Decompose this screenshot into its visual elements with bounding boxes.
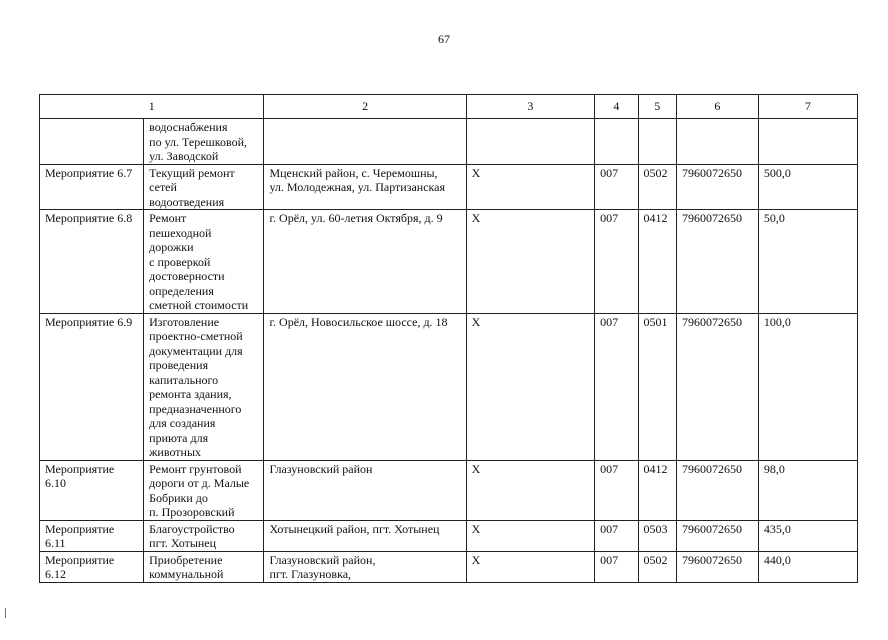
continuation-col3-cell	[466, 119, 594, 165]
measure-id: Мероприятие 6.9	[40, 313, 144, 460]
measure-id: Мероприятие 6.7	[40, 164, 144, 210]
column-header-4: 4	[595, 95, 638, 119]
table-body	[40, 119, 858, 583]
measure-col3: Х	[466, 460, 594, 520]
table-row	[40, 460, 858, 520]
measure-name: Благоустройство пгт. Хотынец	[144, 520, 264, 551]
measure-col3: Х	[466, 313, 594, 460]
table-row	[40, 520, 858, 551]
measure-col3: Х	[466, 210, 594, 314]
measure-col4: 007	[595, 313, 638, 460]
measure-name: Приобретение коммунальной	[144, 551, 264, 582]
measure-name: Ремонт грунтовой дороги от д. Малые Бобрики до п. Прозоровский	[144, 460, 264, 520]
measure-col3: Х	[466, 164, 594, 210]
measure-id: Мероприятие 6.12	[40, 551, 144, 582]
measure-col5: 0503	[638, 520, 676, 551]
continuation-col5-cell	[638, 119, 676, 165]
column-header-2: 2	[264, 95, 466, 119]
measure-id: Мероприятие 6.8	[40, 210, 144, 314]
table-row	[40, 551, 858, 582]
measure-col4: 007	[595, 210, 638, 314]
continuation-col4-cell	[595, 119, 638, 165]
measure-id: Мероприятие 6.11	[40, 520, 144, 551]
measure-col6: 7960072650	[676, 551, 758, 582]
header-row	[40, 95, 858, 119]
measure-col5: 0412	[638, 210, 676, 314]
table-row	[40, 210, 858, 314]
measure-location: Глазуновский район, пгт. Глазуновка,	[264, 551, 466, 582]
measure-location: Хотынецкий район, пгт. Хотынец	[264, 520, 466, 551]
continuation-amount-cell	[758, 119, 857, 165]
measure-col5: 0502	[638, 551, 676, 582]
measure-col3: Х	[466, 551, 594, 582]
column-header-3: 3	[466, 95, 594, 119]
measure-id: Мероприятие 6.10	[40, 460, 144, 520]
table-header	[40, 95, 858, 119]
column-header-1: 1	[40, 95, 264, 119]
measure-amount: 50,0	[758, 210, 857, 314]
column-header-6: 6	[676, 95, 758, 119]
measure-col3: Х	[466, 520, 594, 551]
measure-col6: 7960072650	[676, 313, 758, 460]
measure-col6: 7960072650	[676, 460, 758, 520]
measure-amount: 435,0	[758, 520, 857, 551]
measure-name: Ремонт пешеходной дорожки с проверкой достоверности определения сметной стоимости	[144, 210, 264, 314]
measure-location: Мценский район, с. Черемошны, ул. Молодежная, ул. Партизанская	[264, 164, 466, 210]
measure-location: г. Орёл, Новосильское шоссе, д. 18	[264, 313, 466, 460]
measure-col5: 0502	[638, 164, 676, 210]
measure-name: Изготовление проектно-сметной документации для проведения капитального ремонта здания, предназначенного для создания приюта для животных	[144, 313, 264, 460]
continuation-row	[40, 119, 858, 165]
column-header-7: 7	[758, 95, 857, 119]
measure-col4: 007	[595, 460, 638, 520]
table-row	[40, 313, 858, 460]
measure-col6: 7960072650	[676, 210, 758, 314]
measure-amount: 500,0	[758, 164, 857, 210]
measure-col4: 007	[595, 551, 638, 582]
measure-col5: 0501	[638, 313, 676, 460]
measure-amount: 440,0	[758, 551, 857, 582]
continuation-location-cell	[264, 119, 466, 165]
measure-amount: 98,0	[758, 460, 857, 520]
measure-name: Текущий ремонт сетей водоотведения	[144, 164, 264, 210]
page-number: 67	[438, 32, 450, 46]
measure-col4: 007	[595, 520, 638, 551]
measure-location: Глазуновский район	[264, 460, 466, 520]
measure-col5: 0412	[638, 460, 676, 520]
continuation-col6-cell	[676, 119, 758, 165]
budget-table	[39, 94, 858, 583]
table-row	[40, 164, 858, 210]
measure-amount: 100,0	[758, 313, 857, 460]
continuation-name-cell: водоснабжения по ул. Терешковой, ул. Заводской	[144, 119, 264, 165]
continuation-id-cell	[40, 119, 144, 165]
measure-col4: 007	[595, 164, 638, 210]
measure-location: г. Орёл, ул. 60-летия Октября, д. 9	[264, 210, 466, 314]
column-header-5: 5	[638, 95, 676, 119]
measure-col6: 7960072650	[676, 520, 758, 551]
measure-col6: 7960072650	[676, 164, 758, 210]
scan-mark	[5, 608, 6, 618]
